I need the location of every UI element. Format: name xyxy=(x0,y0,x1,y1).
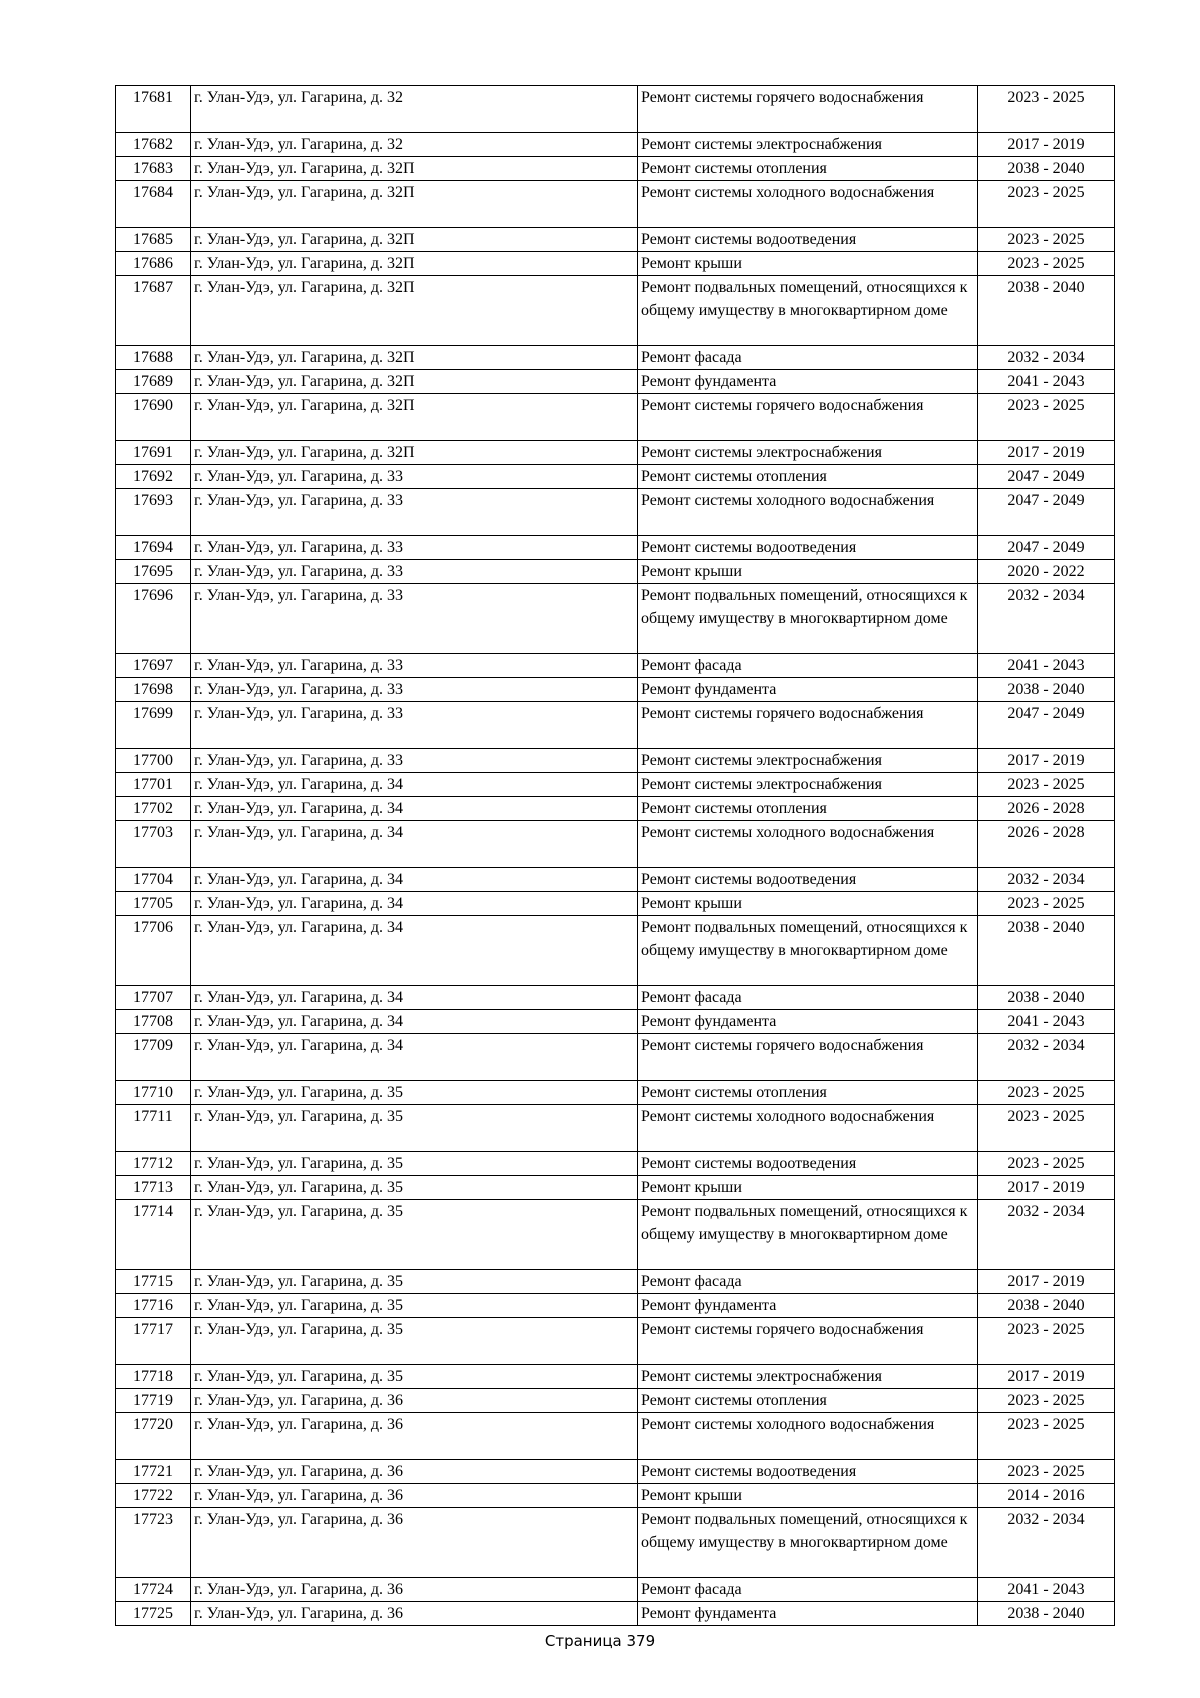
address-cell: г. Улан-Удэ, ул. Гагарина, д. 33 xyxy=(191,465,638,489)
table-row xyxy=(116,157,1115,181)
table-row xyxy=(116,228,1115,252)
period-cell: 2026 - 2028 xyxy=(978,797,1115,821)
row-number-cell: 17694 xyxy=(116,536,191,560)
address-cell: г. Улан-Удэ, ул. Гагарина, д. 32 xyxy=(191,133,638,157)
period-cell: 2032 - 2034 xyxy=(978,1034,1115,1081)
table-row xyxy=(116,1484,1115,1508)
work-type-cell: Ремонт системы горячего водоснабжения xyxy=(638,86,978,133)
work-type-cell: Ремонт системы холодного водоснабжения xyxy=(638,1105,978,1152)
row-number-cell: 17714 xyxy=(116,1200,191,1270)
work-type-cell: Ремонт подвальных помещений, относящихся к общему имуществу в многоквартирном доме xyxy=(638,916,978,986)
work-type-cell: Ремонт фасада xyxy=(638,346,978,370)
table-row xyxy=(116,821,1115,868)
table-row xyxy=(116,986,1115,1010)
period-cell: 2041 - 2043 xyxy=(978,370,1115,394)
row-number-cell: 17687 xyxy=(116,276,191,346)
period-cell: 2017 - 2019 xyxy=(978,1365,1115,1389)
page-number: Страница 379 xyxy=(544,1632,656,1650)
table-row xyxy=(116,1152,1115,1176)
address-cell: г. Улан-Удэ, ул. Гагарина, д. 36 xyxy=(191,1484,638,1508)
period-cell: 2023 - 2025 xyxy=(978,394,1115,441)
row-number-cell: 17720 xyxy=(116,1413,191,1460)
row-number-cell: 17683 xyxy=(116,157,191,181)
work-type-cell: Ремонт фундамента xyxy=(638,1602,978,1626)
table-row xyxy=(116,1460,1115,1484)
row-number-cell: 17709 xyxy=(116,1034,191,1081)
period-cell: 2032 - 2034 xyxy=(978,868,1115,892)
row-number-cell: 17700 xyxy=(116,749,191,773)
table-row xyxy=(116,465,1115,489)
work-type-cell: Ремонт подвальных помещений, относящихся к общему имуществу в многоквартирном доме xyxy=(638,584,978,654)
row-number-cell: 17716 xyxy=(116,1294,191,1318)
row-number-cell: 17689 xyxy=(116,370,191,394)
work-type-cell: Ремонт крыши xyxy=(638,1176,978,1200)
table-row xyxy=(116,1413,1115,1460)
table-row xyxy=(116,584,1115,654)
address-cell: г. Улан-Удэ, ул. Гагарина, д. 34 xyxy=(191,986,638,1010)
table-row xyxy=(116,702,1115,749)
work-type-cell: Ремонт фасада xyxy=(638,654,978,678)
period-cell: 2023 - 2025 xyxy=(978,181,1115,228)
row-number-cell: 17722 xyxy=(116,1484,191,1508)
table-row xyxy=(116,86,1115,133)
address-cell: г. Улан-Удэ, ул. Гагарина, д. 33 xyxy=(191,489,638,536)
row-number-cell: 17725 xyxy=(116,1602,191,1626)
table-row xyxy=(116,133,1115,157)
row-number-cell: 17693 xyxy=(116,489,191,536)
period-cell: 2023 - 2025 xyxy=(978,892,1115,916)
table-row xyxy=(116,1105,1115,1152)
address-cell: г. Улан-Удэ, ул. Гагарина, д. 36 xyxy=(191,1508,638,1578)
period-cell: 2038 - 2040 xyxy=(978,986,1115,1010)
period-cell: 2017 - 2019 xyxy=(978,133,1115,157)
row-number-cell: 17701 xyxy=(116,773,191,797)
row-number-cell: 17711 xyxy=(116,1105,191,1152)
row-number-cell: 17706 xyxy=(116,916,191,986)
row-number-cell: 17704 xyxy=(116,868,191,892)
work-type-cell: Ремонт фундамента xyxy=(638,1294,978,1318)
period-cell: 2047 - 2049 xyxy=(978,536,1115,560)
row-number-cell: 17702 xyxy=(116,797,191,821)
period-cell: 2041 - 2043 xyxy=(978,1010,1115,1034)
address-cell: г. Улан-Удэ, ул. Гагарина, д. 36 xyxy=(191,1602,638,1626)
row-number-cell: 17684 xyxy=(116,181,191,228)
address-cell: г. Улан-Удэ, ул. Гагарина, д. 32П xyxy=(191,157,638,181)
address-cell: г. Улан-Удэ, ул. Гагарина, д. 34 xyxy=(191,868,638,892)
row-number-cell: 17695 xyxy=(116,560,191,584)
address-cell: г. Улан-Удэ, ул. Гагарина, д. 33 xyxy=(191,584,638,654)
row-number-cell: 17721 xyxy=(116,1460,191,1484)
address-cell: г. Улан-Удэ, ул. Гагарина, д. 32 xyxy=(191,86,638,133)
address-cell: г. Улан-Удэ, ул. Гагарина, д. 36 xyxy=(191,1578,638,1602)
period-cell: 2023 - 2025 xyxy=(978,86,1115,133)
work-type-cell: Ремонт системы водоотведения xyxy=(638,536,978,560)
period-cell: 2038 - 2040 xyxy=(978,157,1115,181)
address-cell: г. Улан-Удэ, ул. Гагарина, д. 34 xyxy=(191,797,638,821)
work-type-cell: Ремонт системы электроснабжения xyxy=(638,1365,978,1389)
table-row xyxy=(116,346,1115,370)
row-number-cell: 17712 xyxy=(116,1152,191,1176)
period-cell: 2038 - 2040 xyxy=(978,678,1115,702)
table-row xyxy=(116,654,1115,678)
address-cell: г. Улан-Удэ, ул. Гагарина, д. 35 xyxy=(191,1318,638,1365)
address-cell: г. Улан-Удэ, ул. Гагарина, д. 32П xyxy=(191,252,638,276)
work-type-cell: Ремонт системы электроснабжения xyxy=(638,773,978,797)
table-row xyxy=(116,749,1115,773)
work-type-cell: Ремонт крыши xyxy=(638,1484,978,1508)
address-cell: г. Улан-Удэ, ул. Гагарина, д. 36 xyxy=(191,1460,638,1484)
period-cell: 2032 - 2034 xyxy=(978,346,1115,370)
address-cell: г. Улан-Удэ, ул. Гагарина, д. 33 xyxy=(191,536,638,560)
row-number-cell: 17688 xyxy=(116,346,191,370)
row-number-cell: 17692 xyxy=(116,465,191,489)
period-cell: 2041 - 2043 xyxy=(978,654,1115,678)
row-number-cell: 17718 xyxy=(116,1365,191,1389)
period-cell: 2032 - 2034 xyxy=(978,584,1115,654)
table-row xyxy=(116,1034,1115,1081)
work-type-cell: Ремонт системы водоотведения xyxy=(638,228,978,252)
table-row xyxy=(116,181,1115,228)
address-cell: г. Улан-Удэ, ул. Гагарина, д. 32П xyxy=(191,228,638,252)
table-row xyxy=(116,489,1115,536)
work-type-cell: Ремонт системы горячего водоснабжения xyxy=(638,1034,978,1081)
period-cell: 2023 - 2025 xyxy=(978,1460,1115,1484)
work-type-cell: Ремонт фундамента xyxy=(638,678,978,702)
table-row xyxy=(116,441,1115,465)
work-type-cell: Ремонт системы отопления xyxy=(638,797,978,821)
row-number-cell: 17719 xyxy=(116,1389,191,1413)
row-number-cell: 17696 xyxy=(116,584,191,654)
work-type-cell: Ремонт системы электроснабжения xyxy=(638,749,978,773)
period-cell: 2047 - 2049 xyxy=(978,465,1115,489)
row-number-cell: 17685 xyxy=(116,228,191,252)
address-cell: г. Улан-Удэ, ул. Гагарина, д. 35 xyxy=(191,1294,638,1318)
row-number-cell: 17715 xyxy=(116,1270,191,1294)
table-row xyxy=(116,868,1115,892)
address-cell: г. Улан-Удэ, ул. Гагарина, д. 34 xyxy=(191,1010,638,1034)
work-type-cell: Ремонт фасада xyxy=(638,986,978,1010)
table-row xyxy=(116,1081,1115,1105)
work-type-cell: Ремонт системы отопления xyxy=(638,465,978,489)
row-number-cell: 17697 xyxy=(116,654,191,678)
table-row xyxy=(116,1389,1115,1413)
table-row xyxy=(116,1010,1115,1034)
table-row xyxy=(116,916,1115,986)
period-cell: 2023 - 2025 xyxy=(978,773,1115,797)
period-cell: 2032 - 2034 xyxy=(978,1508,1115,1578)
work-type-cell: Ремонт крыши xyxy=(638,892,978,916)
row-number-cell: 17698 xyxy=(116,678,191,702)
table-row xyxy=(116,1200,1115,1270)
work-type-cell: Ремонт системы горячего водоснабжения xyxy=(638,394,978,441)
table-row xyxy=(116,1578,1115,1602)
address-cell: г. Улан-Удэ, ул. Гагарина, д. 33 xyxy=(191,678,638,702)
row-number-cell: 17723 xyxy=(116,1508,191,1578)
period-cell: 2026 - 2028 xyxy=(978,821,1115,868)
address-cell: г. Улан-Удэ, ул. Гагарина, д. 33 xyxy=(191,654,638,678)
work-type-cell: Ремонт системы водоотведения xyxy=(638,1152,978,1176)
row-number-cell: 17710 xyxy=(116,1081,191,1105)
table-row xyxy=(116,560,1115,584)
address-cell: г. Улан-Удэ, ул. Гагарина, д. 32П xyxy=(191,181,638,228)
work-type-cell: Ремонт системы отопления xyxy=(638,1081,978,1105)
row-number-cell: 17681 xyxy=(116,86,191,133)
period-cell: 2038 - 2040 xyxy=(978,276,1115,346)
table-row xyxy=(116,1270,1115,1294)
table-body xyxy=(116,86,1115,1626)
period-cell: 2020 - 2022 xyxy=(978,560,1115,584)
table-row xyxy=(116,1602,1115,1626)
table-row xyxy=(116,678,1115,702)
address-cell: г. Улан-Удэ, ул. Гагарина, д. 34 xyxy=(191,892,638,916)
work-type-cell: Ремонт системы холодного водоснабжения xyxy=(638,181,978,228)
row-number-cell: 17708 xyxy=(116,1010,191,1034)
work-type-cell: Ремонт фундамента xyxy=(638,1010,978,1034)
work-type-cell: Ремонт подвальных помещений, относящихся к общему имуществу в многоквартирном доме xyxy=(638,1508,978,1578)
period-cell: 2023 - 2025 xyxy=(978,252,1115,276)
table-row xyxy=(116,370,1115,394)
work-type-cell: Ремонт подвальных помещений, относящихся к общему имуществу в многоквартирном доме xyxy=(638,276,978,346)
address-cell: г. Улан-Удэ, ул. Гагарина, д. 34 xyxy=(191,773,638,797)
period-cell: 2023 - 2025 xyxy=(978,1413,1115,1460)
work-type-cell: Ремонт крыши xyxy=(638,252,978,276)
period-cell: 2023 - 2025 xyxy=(978,228,1115,252)
work-type-cell: Ремонт системы отопления xyxy=(638,157,978,181)
period-cell: 2047 - 2049 xyxy=(978,702,1115,749)
work-type-cell: Ремонт системы электроснабжения xyxy=(638,133,978,157)
period-cell: 2041 - 2043 xyxy=(978,1578,1115,1602)
table-row xyxy=(116,276,1115,346)
row-number-cell: 17691 xyxy=(116,441,191,465)
row-number-cell: 17699 xyxy=(116,702,191,749)
row-number-cell: 17724 xyxy=(116,1578,191,1602)
work-type-cell: Ремонт системы отопления xyxy=(638,1389,978,1413)
work-type-cell: Ремонт системы водоотведения xyxy=(638,868,978,892)
period-cell: 2032 - 2034 xyxy=(978,1200,1115,1270)
table-row xyxy=(116,1294,1115,1318)
table-row xyxy=(116,536,1115,560)
address-cell: г. Улан-Удэ, ул. Гагарина, д. 34 xyxy=(191,821,638,868)
work-type-cell: Ремонт подвальных помещений, относящихся к общему имуществу в многоквартирном доме xyxy=(638,1200,978,1270)
row-number-cell: 17705 xyxy=(116,892,191,916)
address-cell: г. Улан-Удэ, ул. Гагарина, д. 35 xyxy=(191,1176,638,1200)
address-cell: г. Улан-Удэ, ул. Гагарина, д. 33 xyxy=(191,560,638,584)
row-number-cell: 17717 xyxy=(116,1318,191,1365)
address-cell: г. Улан-Удэ, ул. Гагарина, д. 33 xyxy=(191,702,638,749)
row-number-cell: 17682 xyxy=(116,133,191,157)
work-type-cell: Ремонт системы электроснабжения xyxy=(638,441,978,465)
work-type-cell: Ремонт фасада xyxy=(638,1270,978,1294)
row-number-cell: 17690 xyxy=(116,394,191,441)
address-cell: г. Улан-Удэ, ул. Гагарина, д. 33 xyxy=(191,749,638,773)
period-cell: 2038 - 2040 xyxy=(978,1602,1115,1626)
address-cell: г. Улан-Удэ, ул. Гагарина, д. 34 xyxy=(191,1034,638,1081)
period-cell: 2023 - 2025 xyxy=(978,1105,1115,1152)
period-cell: 2017 - 2019 xyxy=(978,1176,1115,1200)
period-cell: 2014 - 2016 xyxy=(978,1484,1115,1508)
work-type-cell: Ремонт крыши xyxy=(638,560,978,584)
work-type-cell: Ремонт фундамента xyxy=(638,370,978,394)
period-cell: 2023 - 2025 xyxy=(978,1389,1115,1413)
period-cell: 2017 - 2019 xyxy=(978,749,1115,773)
table-row xyxy=(116,1365,1115,1389)
work-type-cell: Ремонт фасада xyxy=(638,1578,978,1602)
address-cell: г. Улан-Удэ, ул. Гагарина, д. 32П xyxy=(191,276,638,346)
address-cell: г. Улан-Удэ, ул. Гагарина, д. 36 xyxy=(191,1413,638,1460)
address-cell: г. Улан-Удэ, ул. Гагарина, д. 34 xyxy=(191,916,638,986)
address-cell: г. Улан-Удэ, ул. Гагарина, д. 35 xyxy=(191,1105,638,1152)
period-cell: 2023 - 2025 xyxy=(978,1081,1115,1105)
work-type-cell: Ремонт системы холодного водоснабжения xyxy=(638,489,978,536)
work-type-cell: Ремонт системы водоотведения xyxy=(638,1460,978,1484)
work-type-cell: Ремонт системы горячего водоснабжения xyxy=(638,702,978,749)
period-cell: 2017 - 2019 xyxy=(978,1270,1115,1294)
repair-schedule-table xyxy=(115,85,1115,1626)
row-number-cell: 17713 xyxy=(116,1176,191,1200)
work-type-cell: Ремонт системы холодного водоснабжения xyxy=(638,821,978,868)
table-row xyxy=(116,797,1115,821)
work-type-cell: Ремонт системы горячего водоснабжения xyxy=(638,1318,978,1365)
work-type-cell: Ремонт системы холодного водоснабжения xyxy=(638,1413,978,1460)
address-cell: г. Улан-Удэ, ул. Гагарина, д. 32П xyxy=(191,346,638,370)
address-cell: г. Улан-Удэ, ул. Гагарина, д. 36 xyxy=(191,1389,638,1413)
table-row xyxy=(116,394,1115,441)
address-cell: г. Улан-Удэ, ул. Гагарина, д. 32П xyxy=(191,394,638,441)
address-cell: г. Улан-Удэ, ул. Гагарина, д. 32П xyxy=(191,441,638,465)
row-number-cell: 17686 xyxy=(116,252,191,276)
row-number-cell: 17707 xyxy=(116,986,191,1010)
address-cell: г. Улан-Удэ, ул. Гагарина, д. 35 xyxy=(191,1200,638,1270)
address-cell: г. Улан-Удэ, ул. Гагарина, д. 35 xyxy=(191,1152,638,1176)
address-cell: г. Улан-Удэ, ул. Гагарина, д. 35 xyxy=(191,1365,638,1389)
period-cell: 2023 - 2025 xyxy=(978,1152,1115,1176)
address-cell: г. Улан-Удэ, ул. Гагарина, д. 35 xyxy=(191,1081,638,1105)
period-cell: 2038 - 2040 xyxy=(978,916,1115,986)
row-number-cell: 17703 xyxy=(116,821,191,868)
table-row xyxy=(116,892,1115,916)
table-row xyxy=(116,1508,1115,1578)
table-row xyxy=(116,252,1115,276)
period-cell: 2017 - 2019 xyxy=(978,441,1115,465)
table-row xyxy=(116,1318,1115,1365)
period-cell: 2023 - 2025 xyxy=(978,1318,1115,1365)
period-cell: 2047 - 2049 xyxy=(978,489,1115,536)
table-row xyxy=(116,1176,1115,1200)
address-cell: г. Улан-Удэ, ул. Гагарина, д. 32П xyxy=(191,370,638,394)
address-cell: г. Улан-Удэ, ул. Гагарина, д. 35 xyxy=(191,1270,638,1294)
table-row xyxy=(116,773,1115,797)
period-cell: 2038 - 2040 xyxy=(978,1294,1115,1318)
